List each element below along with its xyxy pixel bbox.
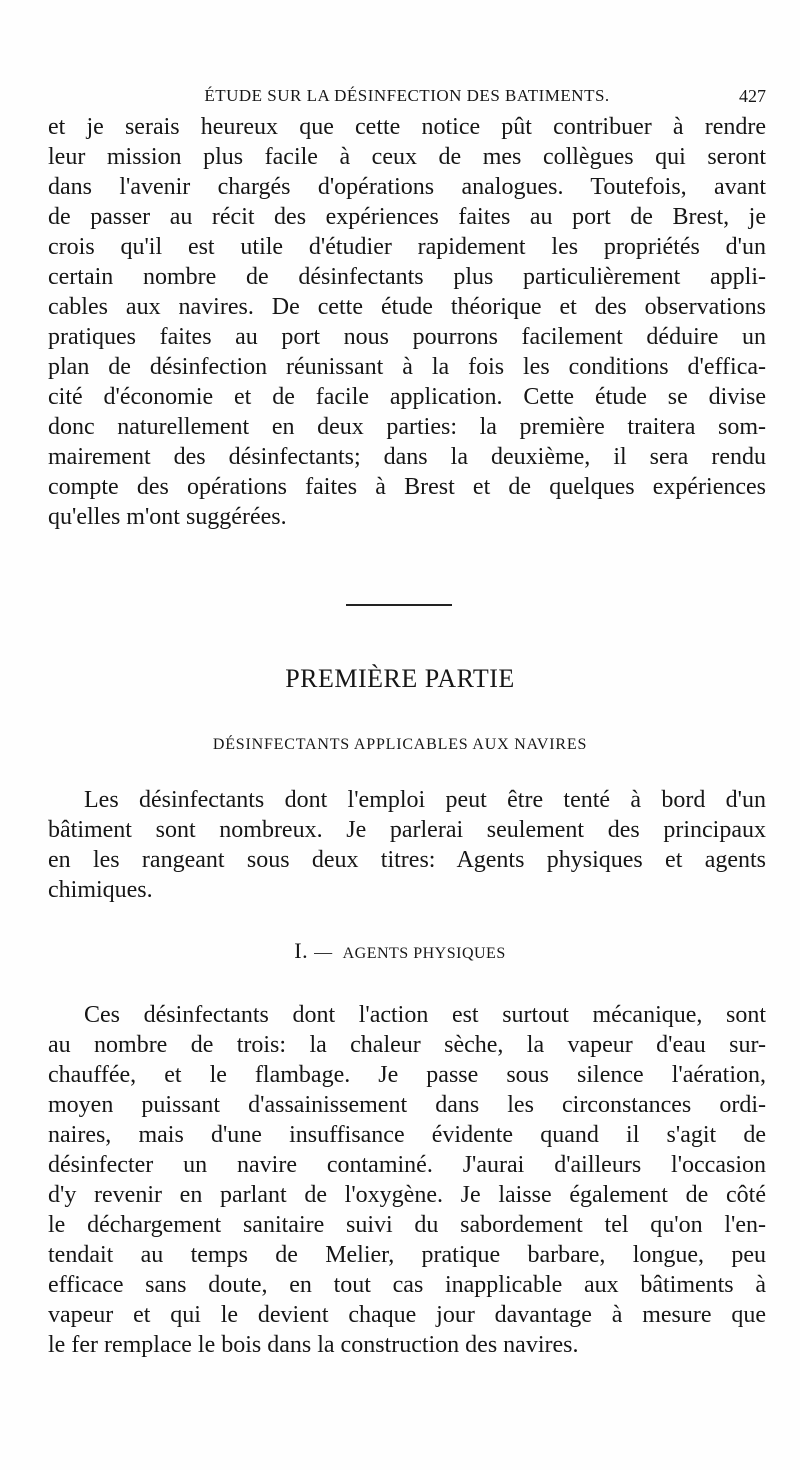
text-line: bâtiment sont nombreux. Je parlerai seulement des principaux <box>48 817 766 843</box>
text-line: certain nombre de désinfectants plus particulièrement appli- <box>48 264 766 290</box>
page-number: 427 <box>739 86 766 106</box>
part-subtitle: DÉSINFECTANTS APPLICABLES AUX NAVIRES <box>212 736 588 753</box>
text-line: vapeur et qui le devient chaque jour davantage à mesure que <box>48 1302 766 1328</box>
text-line: moyen puissant d'assainissement dans les circonstances ordi- <box>48 1092 766 1118</box>
text-line: en les rangeant sous deux titres: Agents physiques et agents <box>48 847 766 873</box>
section-heading <box>0 938 800 964</box>
text-line: tendait au temps de Melier, pratique barbare, longue, peu <box>48 1242 766 1268</box>
text-line: leur mission plus facile à ceux de mes collègues qui seront <box>48 144 766 170</box>
section-title: AGENTS PHYSIQUES <box>342 945 506 962</box>
running-title: ÉTUDE SUR LA DÉSINFECTION DES BATIMENTS. <box>204 86 610 105</box>
text-line: mairement des désinfectants; dans la deuxième, il sera rendu <box>48 444 766 470</box>
text-line: efficace sans doute, en tout cas inapplicable aux bâtiments à <box>48 1272 766 1298</box>
text-line: d'y revenir en parlant de l'oxygène. Je laisse également de côté <box>48 1182 766 1208</box>
text-line: plan de désinfection réunissant à la fois les conditions d'effica- <box>48 354 766 380</box>
section-separator-rule <box>346 604 452 606</box>
intro-paragraph <box>48 112 766 532</box>
text-line: et je serais heureux que cette notice pût contribuer à rendre <box>48 114 766 140</box>
text-line: qu'elles m'ont suggérées. <box>48 504 287 530</box>
text-line: le déchargement sanitaire suivi du sabordement tel qu'on l'en- <box>48 1212 766 1238</box>
text-line: dans l'avenir chargés d'opérations analogues. Toutefois, avant <box>48 174 766 200</box>
section-number: I. <box>294 938 309 963</box>
text-line: de passer au récit des expériences faites au port de Brest, je <box>48 204 766 230</box>
heat-paragraph <box>48 1000 766 1360</box>
text-line: désinfecter un navire contaminé. J'aurai d'ailleurs l'occasion <box>48 1152 766 1178</box>
text-line: chimiques. <box>48 877 153 903</box>
text-line: pratiques faites au port nous pourrons facilement déduire un <box>48 324 766 350</box>
text-line: chauffée, et le flambage. Je passe sous silence l'aération, <box>48 1062 766 1088</box>
text-line: Ces désinfectants dont l'action est surtout mécanique, sont <box>84 1002 766 1028</box>
text-line: compte des opérations faites à Brest et de quelques expériences <box>48 474 766 500</box>
agents-paragraph <box>48 785 766 905</box>
text-line: le fer remplace le bois dans la construction des navires. <box>48 1332 579 1358</box>
section-dash: — <box>314 942 333 962</box>
text-line: cables aux navires. De cette étude théorique et des observations <box>48 294 766 320</box>
part-title: PREMIÈRE PARTIE <box>285 664 515 693</box>
text-line: naires, mais d'une insuffisance évidente quand il s'agit de <box>48 1122 766 1148</box>
text-line: au nombre de trois: la chaleur sèche, la vapeur d'eau sur- <box>48 1032 766 1058</box>
text-line: cité d'économie et de facile application. Cette étude se divise <box>48 384 766 410</box>
text-line: Les désinfectants dont l'emploi peut être tenté à bord d'un <box>84 787 766 813</box>
text-line: donc naturellement en deux parties: la première traitera som- <box>48 414 766 440</box>
text-line: crois qu'il est utile d'étudier rapidement les propriétés d'un <box>48 234 766 260</box>
